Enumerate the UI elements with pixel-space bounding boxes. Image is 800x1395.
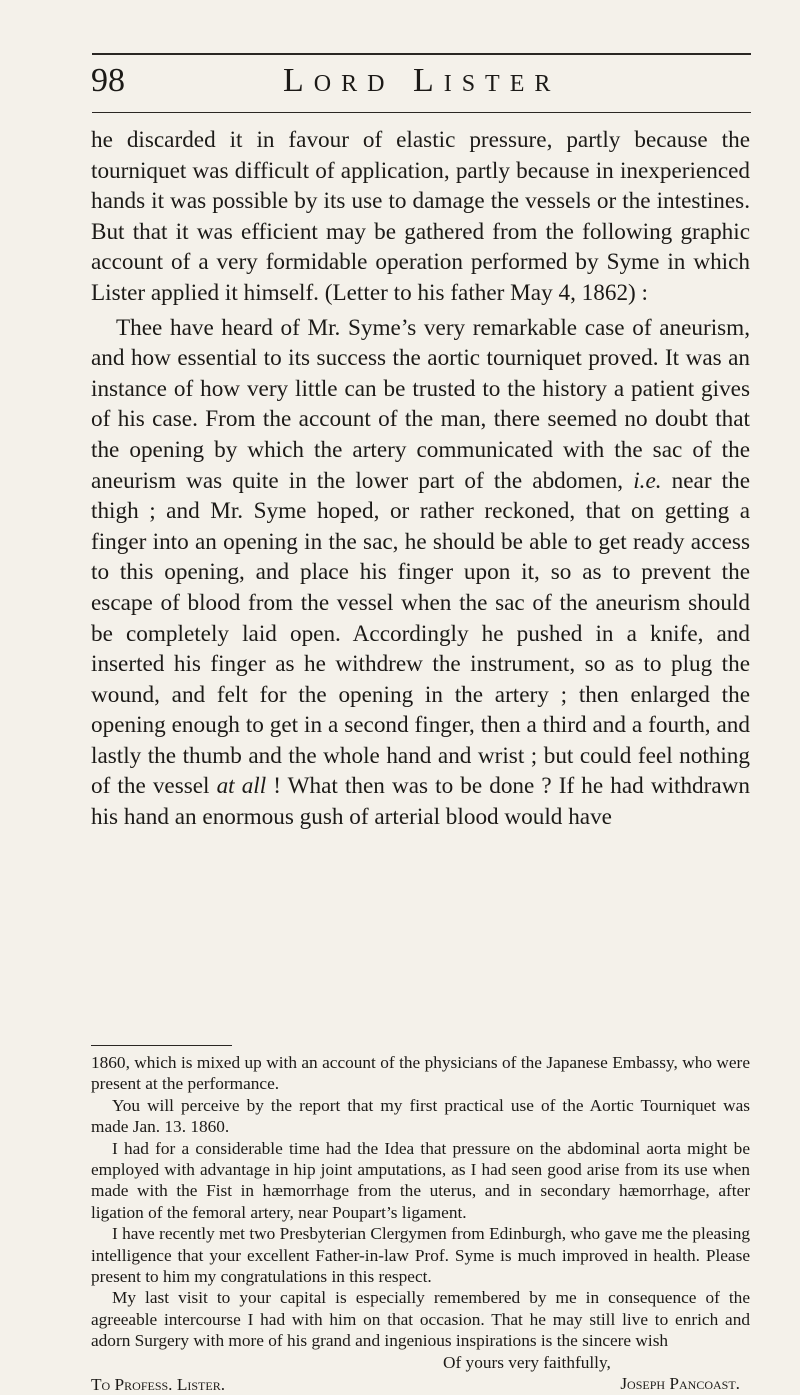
page-number: 98: [91, 62, 125, 99]
quote-italic-at-all: at all: [216, 773, 267, 800]
footnote-paragraph: I have recently met two Presbyterian Clergymen from Edinburgh, who gave me the pleasing intelligence that your excellent Father-in-law Prof. Syme is much improved in health. Please present to him my congratulations in this respect.: [91, 1224, 750, 1287]
header-rule-top: [92, 53, 751, 55]
letter-addressee: To Profess. Lister.: [91, 1374, 226, 1394]
footnote: [91, 1052, 750, 1395]
footnote-paragraph: I had for a considerable time had the Idea that pressure on the abdominal aorta might be employed with advantage in hip joint amputations, as I had seen good arise from its use when made with the Fist in hæmorrhage from the uterus, and in secondary hæmorrhage, after ligation of the femoral artery, near Poupart’s ligament.: [91, 1138, 750, 1222]
body-paragraph: he discarded it in favour of elastic pressure, partly because the tourniquet was difficult of application, partly because in inexperienced hands it was possible by its use to damage the vessels or the intestines. But that it was efficient may be gathered from the following graphic account of a very formidable operation performed by Syme in which Lister applied it himself. (Letter to his father May 4, 1862) :: [91, 127, 750, 306]
footnote-paragraph: My last visit to your capital is especially remembered by me in consequence of the agreeable intercourse I had with him on that occasion. That he may still live to enrich and adorn Surgery with more of his grand and ingenious inspirations is the sincere wish: [91, 1288, 750, 1351]
letter-signature: Joseph Pancoast.: [620, 1374, 740, 1394]
header-rule-bottom: [92, 112, 751, 113]
quote-text-segment: near the thigh ; and Mr. Syme hoped, or rather reckoned, that on getting a finger into an opening in the sac, he should be able to get ready access to this opening, and place his finger upon it, so as to prevent the escape of blood from the vessel when the sac of the aneurism should be completely laid open. Accordingly he pushed in a knife, and inserted his finger as he withdrew the instrument, so as to plug the wound, and felt for the opening in the artery ; then enlarged the opening enough to get in a second finger, then a third and a fourth, and lastly the thumb and the whole hand and wrist ; but could feel nothing of the vessel: [91, 467, 751, 800]
footnote-paragraph: 1860, which is mixed up with an account of the physicians of the Japanese Embassy, who were present at the performance.: [91, 1053, 750, 1094]
quote-text-segment: ! What then was to be done ? If he had withdrawn his hand an enormous gush of arterial blood would have: [91, 773, 751, 831]
quote-italic-ie: i.e.: [633, 467, 662, 494]
running-head-title: Lord Lister: [283, 62, 561, 99]
quoted-letter-paragraph: [91, 313, 750, 833]
letter-closing: Of yours very faithfully,: [443, 1352, 611, 1372]
footnote-rule: [91, 1045, 232, 1046]
footnote-paragraph: You will perceive by the report that my first practical use of the Aortic Tourniquet was made Jan. 13. 1860.: [91, 1095, 750, 1137]
main-text: [91, 125, 750, 833]
quote-text-segment: Thee have heard of Mr. Syme’s very remarkable case of aneurism, and how essential to its success the aortic tourniquet proved. It was an instance of how very little can be trusted to the history a patient gives of his case. From the account of the man, there seemed no doubt that the opening by which the artery communicated with the sac of the aneurism was quite in the lower part of the abdomen,: [91, 314, 750, 494]
